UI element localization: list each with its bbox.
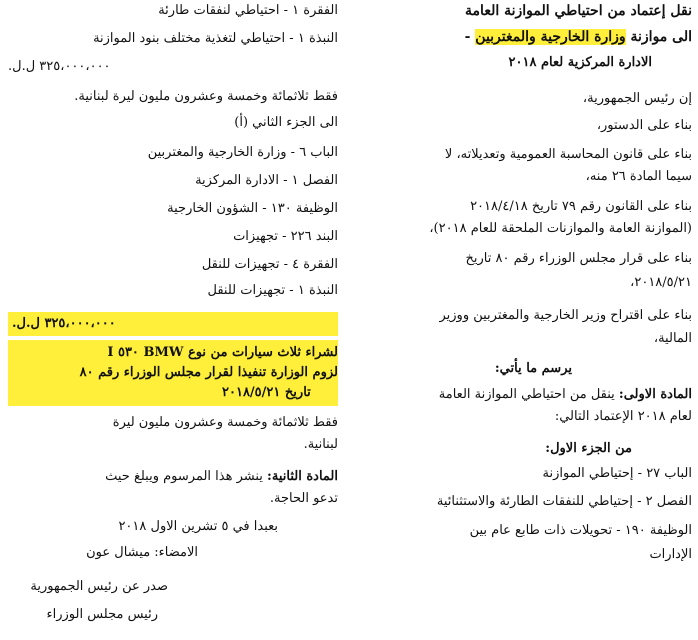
purpose-line: لزوم الوزارة تنفيذا لقرار مجلس الوزراء رقم ٨٠ bbox=[79, 365, 338, 380]
left-column bbox=[8, 0, 338, 640]
preamble-line: بناء على الدستور، bbox=[596, 118, 692, 133]
decree-title-line1: نقل إعتماد من احتياطي الموازنة العامة bbox=[465, 3, 692, 19]
part-two-heading: الى الجزء الثاني (أ) bbox=[234, 115, 338, 130]
article2-text: ينشر هذا المرسوم ويبلغ حيث bbox=[105, 469, 268, 484]
budget-line: الفقرة ١ - احتياطي لنفقات طارئة bbox=[158, 3, 338, 18]
budget-line: الوظيفة ١٣٠ - الشؤون الخارجية bbox=[167, 201, 338, 216]
issued-by-line: صدر عن رئيس الجمهورية bbox=[30, 579, 168, 594]
budget-line: الفقرة ٤ - تجهيزات للنقل bbox=[201, 257, 338, 272]
preamble-line: بناء على اقتراح وزير الخارجية والمغتربين ووزير bbox=[439, 308, 692, 323]
budget-line: البند ٢٢٦ - تجهيزات bbox=[233, 229, 338, 244]
preamble-line: بناء على قرار مجلس الوزراء رقم ٨٠ تاريخ bbox=[465, 251, 692, 266]
article1-label: المادة الاولى: bbox=[618, 387, 692, 402]
decree-title-line2 bbox=[465, 28, 692, 46]
article1-line2: لعام ٢٠١٨ الإعتماد التالي: bbox=[554, 409, 692, 424]
preamble-line: إن رئيس الجمهورية، bbox=[582, 91, 692, 106]
preamble-line: سيما المادة ٢٦ منه، bbox=[585, 169, 692, 184]
budget-item: الإدارات bbox=[649, 547, 692, 562]
budget-line: الباب ٦ - وزارة الخارجية والمغتربين bbox=[147, 145, 338, 160]
budget-item: الفصل ٢ - إحتياطي للنفقات الطارئة والاستثنائية bbox=[436, 494, 692, 509]
signature-line: الامضاء: ميشال عون bbox=[86, 545, 198, 560]
budget-line: الفصل ١ - الادارة المركزية bbox=[195, 173, 338, 188]
budget-line: فقط ثلاثمائة وخمسة وعشرون مليون ليرة لبنانية. bbox=[74, 89, 338, 104]
budget-line: النبذة ١ - تجهيزات للنقل bbox=[207, 283, 338, 298]
article1-line1 bbox=[439, 386, 692, 404]
purpose-line: تاريخ ٢٠١٨/٥/٢١ bbox=[222, 385, 311, 400]
budget-item: الوظيفة ١٩٠ - تحويلات ذات طابع عام بين bbox=[469, 523, 692, 538]
purpose-line: لشراء ثلاث سيارات من نوع BMW ٥٣٠ I bbox=[107, 345, 338, 360]
amount-words-line: لبنانية. bbox=[303, 437, 338, 452]
date-line: بعبدا في ٥ تشرين الاول ٢٠١٨ bbox=[118, 519, 278, 534]
amount-line: ٣٢٥،٠٠٠،٠٠٠ ل.ل. bbox=[8, 59, 111, 74]
article2-label: المادة الثانية: bbox=[267, 469, 338, 484]
budget-line: النبذة ١ - احتياطي لتغذية مختلف بنود الموازنة bbox=[93, 31, 338, 46]
part-heading: من الجزء الاول: bbox=[545, 441, 632, 456]
ministry-highlight: وزارة الخارجية والمغتربين bbox=[475, 29, 626, 45]
decree-heading: يرسم ما يأتي: bbox=[494, 361, 572, 376]
decree-title-line3: الادارة المركزية لعام ٢٠١٨ bbox=[508, 55, 652, 70]
amount-words-line: فقط ثلاثمائة وخمسة وعشرون مليون ليرة bbox=[112, 415, 338, 430]
article2-line2: تدعو الحاجة. bbox=[269, 491, 338, 506]
preamble-line: ٢٠١٨/٥/٢١، bbox=[630, 275, 692, 290]
preamble-line: بناء على القانون رقم ٧٩ تاريخ ٢٠١٨/٤/١٨ bbox=[470, 199, 692, 214]
budget-item: الباب ٢٧ - إحتياطي الموازنة bbox=[542, 466, 692, 481]
article1-text: ينقل من احتياطي الموازنة العامة bbox=[438, 387, 619, 402]
preamble-line: (الموازنة العامة والموازنات الملحقة للعام ٢٠١٨)، bbox=[429, 221, 692, 236]
decree-title-suffix: - bbox=[464, 29, 476, 45]
right-column bbox=[352, 0, 692, 640]
preamble-line: بناء على قانون المحاسبة العمومية وتعديلاته، لا bbox=[444, 147, 692, 162]
highlighted-amount: ٣٢٥،٠٠٠،٠٠٠ ل.ل. bbox=[12, 316, 116, 331]
preamble-line: المالية، bbox=[653, 331, 692, 346]
decree-title-prefix: الى موازنة bbox=[625, 29, 692, 45]
article2-line1 bbox=[105, 468, 338, 486]
pm-line: رئيس مجلس الوزراء bbox=[46, 607, 158, 622]
